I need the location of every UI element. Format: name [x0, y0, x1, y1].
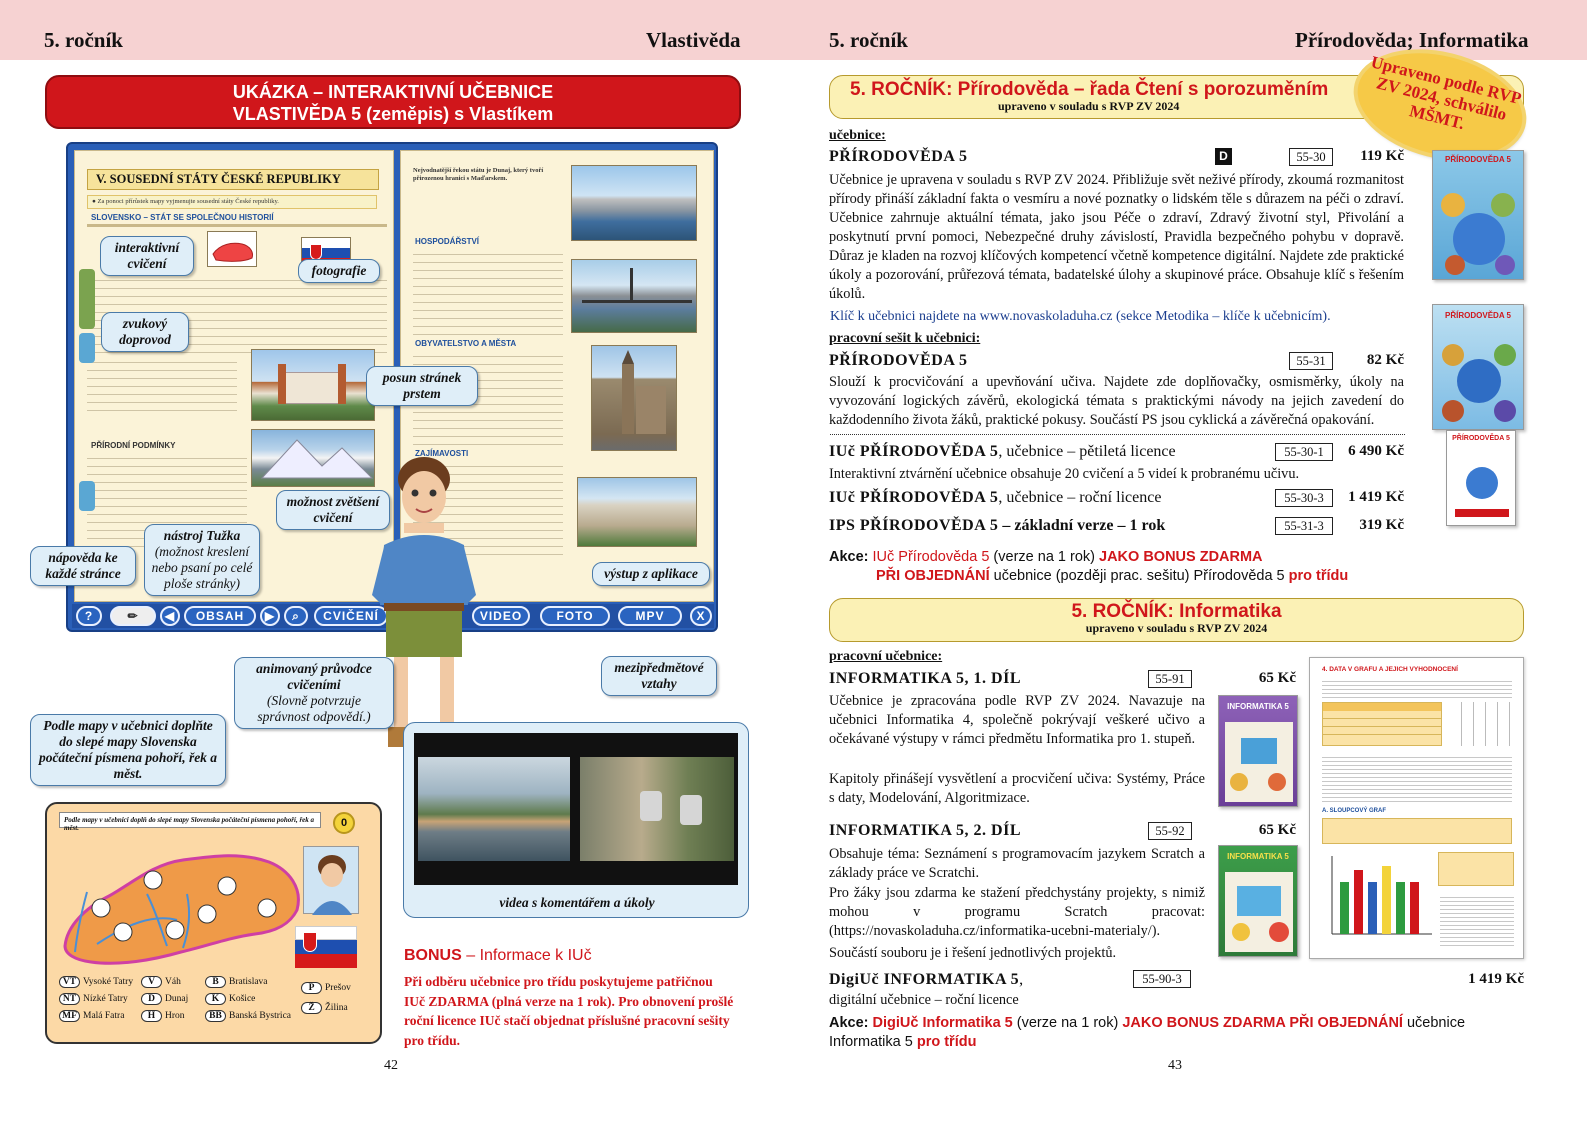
- zoom-icon[interactable]: [79, 481, 95, 511]
- label-pracovni-sesit: pracovní sešit k učebnici:: [829, 331, 981, 346]
- price-55-92: 65 Kč: [1258, 822, 1296, 838]
- legend-abbr: MF: [59, 1010, 80, 1022]
- zoom-button[interactable]: [284, 606, 308, 626]
- close-app-button[interactable]: X: [690, 606, 712, 626]
- callout-swipe-pages: posun stránek prstem: [366, 366, 478, 406]
- section-prirodoveda-subtitle: upraveno v souladu s RVP ZV 2024: [998, 99, 1180, 113]
- description-informatika-1a: Učebnice je zpracována podle RVP ZV 2024. Navazuje na učebnici Informatika 4, společně pokrývají veškeré učivo a očekávané výstupy v rámci předmětu Informatika pro 1. stupeň.: [829, 693, 1205, 747]
- product-digiuc-informatika: [829, 971, 1023, 989]
- cover-title: PŘÍRODOVĚDA 5: [1452, 435, 1510, 442]
- price-55-30-3: 1 419 Kč: [1348, 489, 1404, 505]
- product-ips: [829, 517, 1165, 535]
- code-55-92: 55-92: [1148, 822, 1192, 840]
- danube-photo: [571, 165, 697, 241]
- blind-map-exercise: [45, 802, 382, 1044]
- promo-black-2: učebnice (později prac. sešitu) Přírodověda 5: [989, 568, 1289, 584]
- code-55-31-3: 55-31-3: [1275, 517, 1333, 535]
- book-intro-right: Nejvodnatější řekou státu je Dunaj, který tvoří přirozenou hranici s Maďarskem.: [413, 167, 544, 182]
- cover-title: INFORMATIKA 5: [1227, 702, 1289, 711]
- legend-name: Žilina: [325, 1003, 348, 1013]
- legend-abbr: P: [301, 982, 322, 994]
- mpv-button[interactable]: MPV: [618, 606, 682, 626]
- cover-prirodoveda-iuc: [1446, 430, 1516, 526]
- map-legend-col-4: [301, 982, 351, 1014]
- legend-abbr: V: [141, 976, 162, 988]
- product-iuc-suffix: , učebnice – pětiletá licence: [998, 443, 1176, 460]
- map-exercise-header: Podle mapy v učebnici doplň do slepé mapy Slovenska počáteční písmena pohoří, řek a měst.: [59, 812, 321, 828]
- description-informatika-2a: Obsahuje téma: Seznámení s programovacím jazykem Scratch a základy práce ve Scratchi.: [829, 846, 1205, 881]
- sample-bar-chart: [1326, 852, 1436, 944]
- code-55-30-3: 55-30-3: [1275, 489, 1333, 507]
- book-page-title: V. SOUSEDNÍ STÁTY ČESKÉ REPUBLIKY: [87, 169, 379, 190]
- book-section-slovensko: SLOVENSKO – STÁT SE SPOLEČNOU HISTORIÍ: [91, 213, 274, 222]
- promo-label: Akce:: [829, 549, 869, 565]
- promo-red-3: pro třídu: [916, 1034, 977, 1050]
- label-pracovni-ucebnice: pracovní učebnice:: [829, 649, 943, 664]
- callout-photos: fotografie: [298, 259, 380, 283]
- answer-key-link[interactable]: Klíč k učebnici najdete na www.novaskoladuha.cz (sekce Metodika – klíče k učebnicím).: [830, 309, 1331, 324]
- promo-red-2: JAKO BONUS ZDARMA: [1099, 549, 1263, 565]
- callout-page-help: nápověda ke každé stránce: [30, 546, 136, 586]
- description-informatika-2b: Pro žáky jsou zdarma ke stažení předchystány projekty, s nimiž mohou v programu Scratch pracovat: (https://novaskoladuha.cz/informatika-ucebni-materialy/).: [829, 885, 1205, 939]
- cover-informatika-2: [1218, 845, 1298, 957]
- section-informatika-subtitle: upraveno v souladu s RVP ZV 2024: [1085, 621, 1268, 635]
- product-ips-suffix: – základní verze – 1 rok: [998, 517, 1166, 534]
- legend-name: Hron: [165, 1011, 185, 1021]
- score-badge: 0: [333, 812, 355, 834]
- bonus-heading: [404, 947, 592, 965]
- cover-informatika-1: [1218, 695, 1298, 807]
- book-section-hospodarstvi: HOSPODÁŘSTVÍ: [415, 237, 480, 246]
- map-legend-col-2: [141, 976, 188, 1022]
- callout-interactive-exercises: interaktivní cvičení: [100, 236, 194, 276]
- side-tab-green[interactable]: [79, 269, 95, 329]
- kosice-cathedral-photo: [591, 345, 677, 451]
- slovakia-blind-map: [57, 834, 307, 974]
- code-55-30-1: 55-30-1: [1275, 443, 1333, 461]
- dotted-separator: [830, 434, 1405, 435]
- video-still-milking: [580, 757, 734, 861]
- map-legend-col-3: [205, 976, 291, 1022]
- product-prirodoveda-5: PŘÍRODOVĚDA 5: [829, 148, 968, 165]
- section-prirodoveda-title: 5. ROČNÍK: Přírodověda – řada Čtení s porozuměním: [850, 79, 1329, 100]
- bridge-photo: [571, 259, 697, 333]
- promo-red-1: IUč Přírodověda 5: [872, 549, 990, 565]
- legend-name: Dunaj: [165, 994, 189, 1004]
- pencil-tool-button[interactable]: [110, 606, 156, 626]
- callout-guide-title: animovaný průvodce cvičeními: [256, 661, 372, 692]
- product-digiuc-name: DigiUč INFORMATIKA 5: [829, 971, 1020, 988]
- video-still-hallstatt: [418, 757, 570, 861]
- legend-name: Košice: [229, 994, 256, 1004]
- code-55-90-3: 55-90-3: [1133, 970, 1191, 988]
- promo-red-4: pro třídu: [1288, 568, 1349, 584]
- product-iuc-5-year: [829, 443, 1176, 461]
- price-55-30-1: 6 490 Kč: [1348, 443, 1404, 459]
- promo-red-2: JAKO BONUS ZDARMA PŘI OBJEDNÁNÍ: [1122, 1015, 1403, 1031]
- cover-title: PŘÍRODOVĚDA 5: [1445, 311, 1511, 320]
- magnifier-icon: ⌕: [292, 609, 300, 623]
- promo-black-1: (verze na 1 rok): [1012, 1015, 1123, 1031]
- sample-table: [1322, 702, 1442, 746]
- help-button[interactable]: ?: [76, 606, 102, 626]
- book-section-obyvatelstvo: OBYVATELSTVO A MĚSTA: [415, 339, 517, 348]
- slovak-flag: [295, 926, 357, 968]
- label-ucebnice: učebnice:: [829, 128, 886, 143]
- book-intro-text: ● Za ponoci přírůstek mapy vyjmenujte sousední státy České republiky.: [87, 195, 377, 209]
- product-iuc-name: IUč PŘÍRODOVĚDA 5: [829, 489, 999, 506]
- contents-button[interactable]: OBSAH: [184, 606, 256, 626]
- right-grade-header: 5. ročník: [829, 28, 908, 52]
- product-prirodoveda-ps: PŘÍRODOVĚDA 5: [829, 352, 968, 369]
- photo-button[interactable]: FOTO: [540, 606, 610, 626]
- price-55-31: 82 Kč: [1366, 352, 1404, 368]
- banner-line-2: VLASTIVĚDA 5 (zeměpis) s Vlastíkem: [232, 104, 554, 124]
- filmstrip: [414, 733, 738, 885]
- cover-title: INFORMATIKA 5: [1227, 852, 1289, 861]
- callout-pencil-title: nástroj Tužka: [163, 528, 241, 543]
- digital-badge: D: [1215, 148, 1232, 165]
- vlastik-avatar: [303, 846, 359, 914]
- price-55-90-3: 1 419 Kč: [1468, 971, 1524, 987]
- callout-zoom-exercises: možnost zvětšení cvičení: [276, 490, 390, 530]
- arrow-left-icon: ◀: [164, 609, 176, 623]
- callout-audio: zvukový doprovod: [101, 312, 189, 352]
- prev-page-button[interactable]: [160, 606, 180, 626]
- map-legend-col-1: [59, 976, 133, 1022]
- product-iuc-name: IUč PŘÍRODOVĚDA 5: [829, 443, 999, 460]
- promo-red-1: DigiUč Informatika 5: [872, 1015, 1013, 1031]
- sample-title: 4. DATA V GRAFU A JEJICH VYHODNOCENÍ: [1322, 666, 1458, 673]
- callout-guide-desc: (Slovně potvrzuje správnost odpovědí.): [257, 693, 371, 724]
- product-informatika-1: INFORMATIKA 5, 1. DÍL: [829, 670, 1021, 687]
- pencil-icon: ✏: [127, 609, 139, 623]
- legend-abbr: BB: [205, 1010, 226, 1022]
- speaker-icon[interactable]: [79, 333, 95, 363]
- callout-pencil-tool: [144, 524, 260, 596]
- book-section-zajimavosti: ZAJÍMAVOSTI: [415, 449, 469, 458]
- description-prirodoveda-ps: Slouží k procvičování a upevňování učiva. Najdete zde doplňovačky, osmisměrky, úkoly na vyvozování logických závěrů, ekologická témata s praktickými návody na jejich zavedení do každodenního života žáků, praktické pokusy. Součástí PS jsou cyklická a závěrečná opakování.: [829, 374, 1404, 428]
- informatika-sample-page: [1309, 657, 1524, 959]
- legend-name: Váh: [165, 977, 181, 987]
- page-number-right: 43: [1168, 1058, 1182, 1073]
- code-55-91: 55-91: [1148, 670, 1192, 688]
- right-subject-header: Přírodověda; Informatika: [1295, 28, 1529, 52]
- book-section-podminky: PŘÍRODNÍ PODMÍNKY: [91, 441, 176, 450]
- slovakia-map-thumb: [207, 231, 257, 267]
- product-iuc-suffix: , učebnice – roční licence: [998, 489, 1162, 506]
- legend-abbr: NT: [59, 993, 80, 1005]
- rvp-approval-seal: Upraveno podle RVP ZV 2024, schválilo MŠMT.: [1347, 37, 1534, 173]
- sample-subtitle: A. SLOUPCOVÝ GRAF: [1322, 808, 1387, 814]
- product-iuc-1-year: [829, 489, 1161, 507]
- promo-black-1: (verze na 1 rok): [989, 549, 1099, 565]
- legend-name: Vysoké Tatry: [83, 977, 134, 987]
- section-informatika-title: 5. ROČNÍK: Informatika: [1071, 601, 1282, 622]
- description-prirodoveda-ucebnice: Učebnice je upravena v souladu s RVP ZV 2024. Přibližuje svět neživé přírody, zkoumá rozmanitost přírody přináší základní fakta o vesmíru a nové poznatky o lidském těle s důrazem na péči o zdraví. Učebnice zahrnuje aktuální témata, jako jsou Péče o zdraví, Zdravý životní styl, Přivolání a poskytnutí první pomoci, Nebezpečné druhy závislostí, Pravidla bezpečného pohybu v dopravě. Důraz je kladen na rozvoj klíčových kompetencí včetně kompetence digitální. Najdete zde praktické úkoly a pozorování, průřezová témata, badatelské úlohy a skupinové práce. Obsahuje klíč s řešením úkolů.: [829, 172, 1404, 302]
- product-informatika-2: INFORMATIKA 5, 2. DÍL: [829, 822, 1021, 839]
- page-number-left: 42: [384, 1058, 398, 1073]
- bratislava-castle-photo: [251, 349, 375, 421]
- video-button[interactable]: VIDEO: [472, 606, 530, 626]
- code-55-31: 55-31: [1289, 352, 1333, 370]
- film-caption: videa s komentářem a úkoly: [499, 895, 655, 910]
- cover-prirodoveda-ps: [1432, 304, 1524, 430]
- cover-prirodoveda-ucebnice: [1432, 150, 1524, 280]
- legend-name: Malá Fatra: [83, 1011, 125, 1021]
- legend-abbr: B: [205, 976, 226, 988]
- left-grade-header: 5. ročník: [44, 28, 123, 52]
- legend-abbr: H: [141, 1010, 162, 1022]
- description-informatika-2c: Součástí souboru je i řešení jednotlivých projektů.: [829, 945, 1117, 961]
- book-body-text-4: [413, 249, 563, 339]
- legend-name: Nízké Tatry: [83, 994, 128, 1004]
- callout-exit-app: výstup z aplikace: [592, 562, 710, 586]
- product-digiuc-suffix: ,: [1019, 971, 1024, 988]
- bonus-heading-bold: BONUS: [404, 947, 462, 964]
- promo-prirodoveda: [829, 548, 1409, 586]
- promo-red-3: PŘI OBJEDNÁNÍ: [876, 568, 990, 584]
- arrow-right-icon: ▶: [264, 609, 276, 623]
- promo-informatika: [829, 1014, 1529, 1052]
- legend-name: Banská Bystrica: [229, 1011, 292, 1021]
- cover-title: PŘÍRODOVĚDA 5: [1445, 155, 1511, 164]
- promo-label: Akce:: [829, 1015, 869, 1031]
- callout-cross-subject: mezipředmětové vztahy: [601, 656, 717, 696]
- callout-pencil-desc: (možnost kreslení nebo psaní po celé ploše stránky): [151, 544, 253, 591]
- exercises-button[interactable]: CVIČENÍ: [314, 606, 388, 626]
- legend-abbr: Ž: [301, 1002, 322, 1014]
- bojnice-castle-photo: [577, 477, 697, 547]
- legend-abbr: D: [141, 993, 162, 1005]
- legend-abbr: VT: [59, 976, 80, 988]
- vysoke-tatry-photo: [251, 429, 375, 487]
- legend-abbr: K: [205, 993, 226, 1005]
- sample-banner: [45, 75, 741, 129]
- legend-name: Bratislava: [229, 977, 268, 987]
- code-55-30: 55-30: [1289, 148, 1333, 166]
- next-page-button[interactable]: [260, 606, 280, 626]
- banner-line-1: UKÁZKA – INTERAKTIVNÍ UČEBNICE: [232, 82, 554, 102]
- callout-animated-guide: [234, 657, 394, 729]
- price-55-91: 65 Kč: [1258, 670, 1296, 686]
- legend-name: Prešov: [325, 983, 351, 993]
- description-informatika-1b: Kapitoly přinášejí vysvětlení a procvičení učiva: Systémy, Práce s daty, Modelování, Algoritmizace.: [829, 771, 1205, 806]
- promo-black-2: učebnice Informatika 5: [829, 1015, 1466, 1050]
- bonus-text: Při odběru učebnice pro třídu poskytujeme patřičnou IUč ZDARMA (plná verze na 1 rok). Pro obnovení prošlé roční licence IUč stačí objednat příslušné pracovní sešity pro třídu.: [404, 974, 734, 1048]
- product-ips-name: IPS PŘÍRODOVĚDA 5: [829, 517, 999, 534]
- book-body-text-2: [87, 357, 237, 417]
- section-informatika-header: [829, 598, 1524, 642]
- product-digiuc-line2: digitální učebnice – roční licence: [829, 992, 1019, 1008]
- callout-map-task: Podle mapy v učebnici doplňte do slepé mapy Slovenska počáteční písmena pohoří, řek a měst.: [30, 714, 226, 786]
- price-55-30: 119 Kč: [1360, 148, 1404, 164]
- video-filmstrip-panel: [403, 722, 749, 918]
- bonus-heading-rest: – Informace k IUč: [461, 947, 592, 964]
- description-iuc: Interaktivní ztvárnění učebnice obsahuje 20 cvičení a 5 videí k probranému učivu.: [829, 466, 1300, 482]
- price-55-31-3: 319 Kč: [1359, 517, 1404, 533]
- left-subject-header: Vlastivěda: [646, 28, 741, 52]
